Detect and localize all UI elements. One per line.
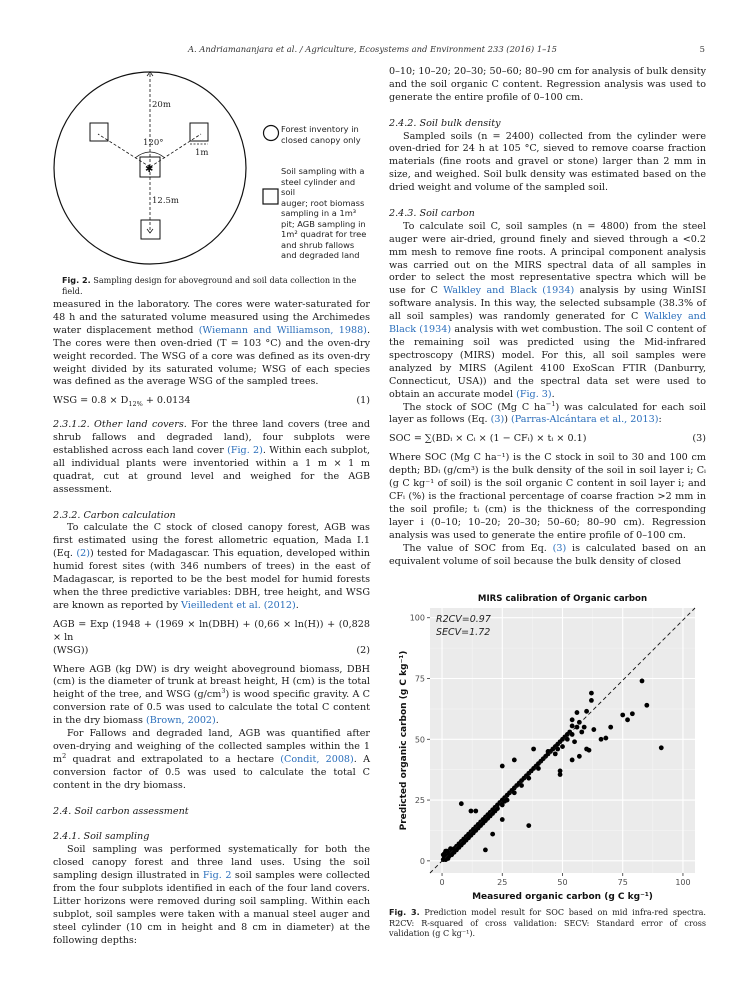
paragraph: Where AGB (kg DW) is dry weight aboveground biomass, DBH (cm) is the diameter of trunk at breast height, H (cm) is the total height of the tree, and WSG $(g/cm^3)$ is wood specific gravity. A C conversion rate of 0.5 was used to calculate the total C content in the dry biomass (Brown, 2002). [53, 663, 370, 727]
right-column [389, 66, 706, 568]
data-point [630, 711, 635, 716]
data-point [659, 745, 664, 750]
data-point [599, 737, 604, 742]
y-axis-label: Predicted organic carbon (g C kg⁻¹) [399, 650, 409, 831]
data-point [589, 691, 594, 696]
data-point [570, 758, 575, 763]
x-tick-label: 25 [497, 878, 508, 887]
figure-3-scatter-chart [390, 588, 708, 903]
dim-12-5m: 12.5m [152, 196, 179, 206]
data-point [575, 710, 580, 715]
y-tick-label: 100 [409, 613, 425, 623]
data-point [608, 725, 613, 730]
data-point [603, 736, 608, 741]
scatter-plot [390, 588, 708, 903]
data-point [531, 747, 536, 752]
data-point [591, 727, 596, 732]
data-point [512, 790, 517, 795]
data-point [469, 809, 474, 814]
section-heading: 2.4.3. Soil carbon [389, 207, 475, 219]
paragraph: 0–10; 10–20; 20–30; 50–60; 80–90 cm for analysis of bulk density and the soil organic C content. Regression analysis was used to generate the entire profile of 0–100 cm. [389, 66, 706, 103]
citation-link[interactable]: (Condit, 2008) [280, 753, 354, 765]
equation-link[interactable]: (3) [552, 542, 567, 554]
data-point [620, 713, 625, 718]
dim-quadrat: 1m [195, 148, 209, 158]
x-tick-label: 50 [557, 878, 568, 887]
data-point [640, 679, 645, 684]
equation-3: SOC = ∑(BDᵢ × Cᵢ × (1 − CFᵢ) × tᵢ × 0.1) (3) [389, 433, 706, 445]
citation-link[interactable]: Walkley and Black (1934) [389, 311, 706, 336]
section-heading: 2.3.2. Carbon calculation [53, 509, 176, 521]
data-point [526, 823, 531, 828]
y-tick-label: 25 [414, 796, 425, 806]
data-point [570, 724, 575, 729]
paragraph: To calculate the C stock of closed canopy forest, AGB was first estimated using the forest allometric equation, Mada I.1 (Eq. (2)) tested for Madagascar. This equation, developed within humid forest sites (with 346 numbers of trees) in the east of Madagascar, is reported to be the best model for humid forests when the three predictive variables: DBH, tree height, and WSG are known as reported by Vieilledent et al. (2012). [53, 522, 370, 611]
section-heading: 2.4. Soil carbon assessment [53, 805, 189, 817]
left-column [53, 299, 370, 947]
data-point [443, 849, 448, 854]
paragraph: Sampled soils (n = 2400) collected from the cylinder were oven-dried for 24 h at 105 °C, sieved to remove coarse fraction materials (fine roots and gravel or stone) larger than 2 mm in size, and weighed. Soil bulk density was estimated based on the dried weight and volume of the sampled soil. [389, 130, 706, 194]
equation-number: (3) [692, 433, 706, 445]
paragraph: The value of SOC from Eq. (3) is calculated based on an equivalent volume of soil because the bulk density of closed [389, 542, 706, 567]
paragraph: 2.3.1.2. Other land covers. For the three land covers (tree and shrub fallows and degraded land), four subplots were established across each land cover (Fig. 2). Within each subplot, all individual plants were inventoried within a 1 m × 1 m quadrat, cut at ground level and weighed for the AGB assessment. [53, 419, 370, 495]
data-point [490, 832, 495, 837]
citation-link[interactable]: Vieilledent et al. (2012) [181, 599, 296, 611]
data-point [587, 748, 592, 753]
legend-square-label: Soil sampling with a steel cylinder and soil auger; root biomass sampling in a 1m³ pit; AGB sampling in 1m² quadrat for tree and shrub fallows and degraded land [281, 166, 367, 260]
data-point [570, 717, 575, 722]
equation-number: (1) [356, 395, 370, 407]
page-number: 5 [699, 44, 705, 54]
section-heading: 2.4.2. Soil bulk density [389, 117, 501, 129]
legend-circle-label: Forest inventory in closed canopy only [281, 124, 361, 145]
paragraph: Soil sampling was performed systematically for both the closed canopy forest and three land uses. Using the soil sampling design illustrated in Fig. 2 soil samples were collected from the four subplots identified in each of the four land covers. Litter horizons were removed during soil sampling. Within each subplot, soil samples were taken with a manual steel auger and steel cylinder (10 cm in height and 8 cm in diameter) at the following depths: [53, 844, 370, 946]
dim-20m: 20m [152, 100, 171, 110]
citation-link[interactable]: Walkley and Black (1934) [443, 285, 575, 297]
figure-link[interactable]: Fig. 2 [202, 870, 232, 882]
equation-link[interactable]: (3) [490, 414, 505, 426]
data-point [572, 739, 577, 744]
data-point [500, 764, 505, 769]
paragraph: To calculate soil C, soil samples (n = 4800) from the steel auger were air-dried, ground finely and sieved through a <0.2 mm mesh to remove fine roots. A principal component analysis was carried out on the MIRS spectral data of all samples in order to select the most representative spectra which will be use for C Walkley and Black (1934) analysis by using WinISI software analysis. In this way, the selected subsample (38.3% of all soil samples) was randomly generated for C Walkley and Black (1934) analysis with wet combustion. The soil C content of the remaining soil was predicted using the Mid-infrared spectroscopy (MIRS) model. For this, all soil samples were analyzed by MIRS (Agilent 4100 ExoScan FTIR (Danburry, Connecticut, USA)) and the spectral data set were used to obtain an accurate model (Fig. 3). [389, 220, 706, 400]
data-point [584, 709, 589, 714]
data-point [553, 751, 558, 756]
paragraph: Where SOC (Mg C ha⁻¹) is the C stock in soil to 30 and 100 cm depth; BDᵢ (g/cm³) is the bulk density of the soil in soil layer i; Cᵢ (g C kg⁻¹ of soil) is the soil organic C content in soil layer i; and CFᵢ (%) is the fractional percentage of coarse fraction >2 mm in the soil profile; tᵢ (cm) is the thickness of the corresponding layer i (0–10; 10–20; 20–30; 50–60; 80–90 cm). Regression analysis was used to generate the entire profile of 0–100 cm. [389, 452, 706, 541]
figure-2-caption: Fig. 2. Sampling design for aboveground and soil data collection in the field. [62, 275, 357, 296]
data-point [519, 783, 524, 788]
data-point [473, 809, 478, 814]
x-axis-label: Measured organic carbon (g C kg⁻¹) [472, 892, 653, 902]
data-point [512, 758, 517, 763]
chart-title: MIRS calibration of Organic carbon [477, 594, 648, 604]
figure-3-caption: Fig. 3. Prediction model result for SOC based on mid infra-red spectra. R2CV: R-squared of cross validation: SECV: Standard error of cross validation (g C kg⁻¹). [389, 907, 706, 938]
data-point [558, 768, 563, 773]
x-tick-label: 100 [675, 878, 691, 887]
figure-2-label: Fig. 2. [62, 275, 91, 285]
data-point [625, 717, 630, 722]
chart-annotation: R2CV=0.97 [436, 614, 491, 625]
data-point [560, 744, 565, 749]
y-tick-label: 75 [414, 674, 425, 684]
figure-3-label: Fig. 3. [389, 907, 420, 917]
x-tick-label: 0 [439, 878, 445, 887]
data-point [579, 730, 584, 735]
data-point [505, 798, 510, 803]
citation-link[interactable]: (Parras-Alcántara et al., 2013) [511, 414, 659, 426]
data-point [500, 817, 505, 822]
y-tick-label: 50 [414, 735, 425, 745]
equation-1: WSG = $0.8 \times D_{12\%} + 0.0134$ (1) [53, 395, 370, 409]
figure-link[interactable]: (Fig. 2) [227, 445, 263, 457]
section-heading: 2.4.1. Soil sampling [53, 831, 150, 843]
x-tick-label: 75 [617, 878, 628, 887]
data-point [582, 725, 587, 730]
equation-number: (2) [356, 644, 370, 656]
dim-angle: 120° [143, 138, 164, 148]
paragraph: measured in the laboratory. The cores were water-saturated for 48 h and the saturated volume measured using the Archimedes water displacement method (Wiemann and Williamson, 1988). The cores were then oven-dried (T = 103 °C) and the oven-dry weight recorded. The WSG of a core was defined as its oven-dry weight divided by its saturated volume; WSG of each species was defined as the average WSG of the sampled trees. [53, 299, 370, 388]
y-tick-label: 0 [419, 856, 425, 866]
data-point [483, 848, 488, 853]
paragraph: For Fallows and degraded land, AGB was quantified after oven-drying and weighing of the collected samples within the 1 $m^2$ quadrat and extrapolated to a hectare (Condit, 2008). A conversion factor of 0.5 was used to calculate the total C content in the dry biomass. [53, 728, 370, 791]
running-head: A. Andriamananjara et al. / Agriculture, Ecosystems and Environment 233 (2016) 1–15 [188, 44, 557, 54]
svg-text:✱: ✱ [145, 164, 154, 175]
figure-link[interactable]: (Fig. 3) [516, 388, 552, 400]
citation-link[interactable]: (Brown, 2002) [145, 715, 216, 727]
equation-2: AGB = Exp (1948 + (1969 × ln(DBH) + (0,66 × ln(H)) + (0,828 × ln (WSG)) (2) [53, 618, 370, 656]
data-point [459, 801, 464, 806]
data-point [577, 754, 582, 759]
section-heading: 2.3.1.2. Other land covers. [53, 419, 187, 431]
data-point [644, 703, 649, 708]
chart-annotation: SECV=1.72 [436, 627, 491, 638]
equation-link[interactable]: (2) [76, 548, 90, 560]
data-point [589, 698, 594, 703]
figure-2-sampling-design [53, 68, 370, 268]
citation-link[interactable]: (Wiemann and Williamson, 1988) [198, 324, 367, 336]
paragraph: The stock of SOC (Mg C $ha^{-1}$) was calculated for each soil layer as follows (Eq. (3)) (Parras-Alcántara et al., 2013): [389, 399, 706, 426]
